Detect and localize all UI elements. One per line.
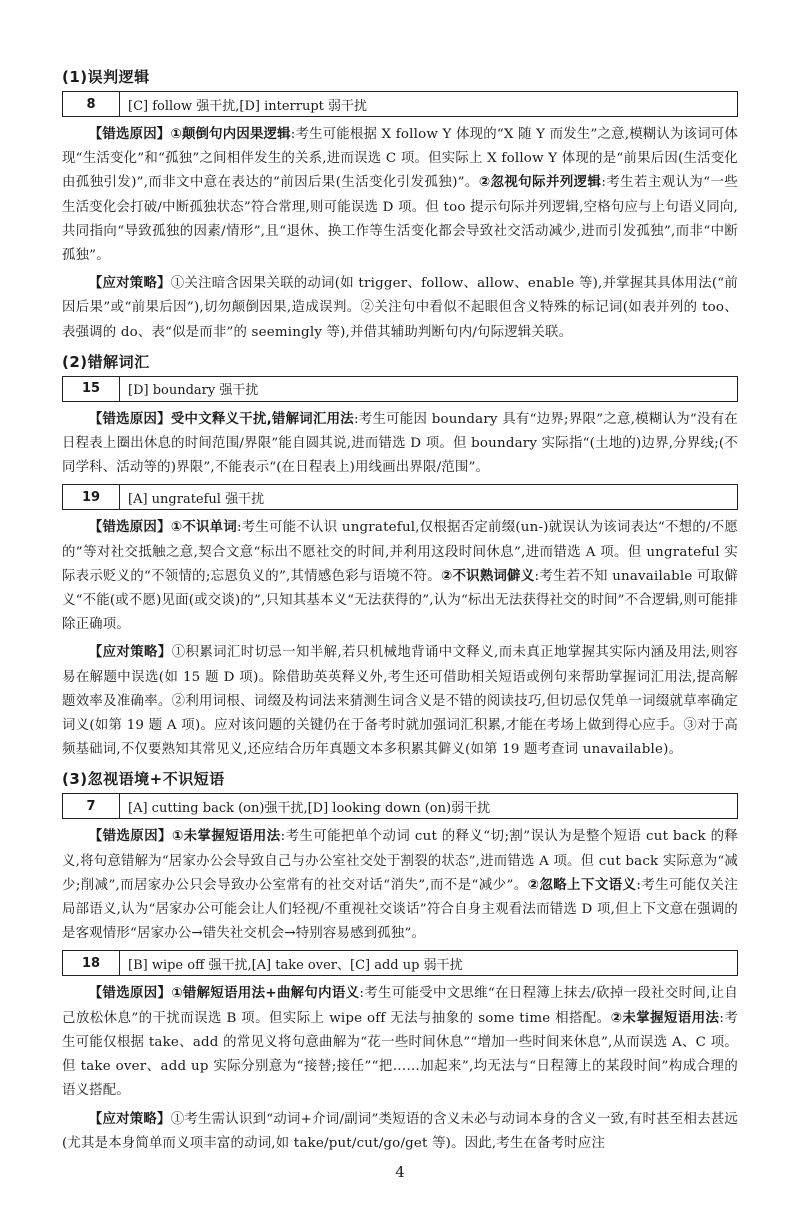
subhead: ①错解短语用法+曲解句内语义 <box>171 986 360 1002</box>
subhead: ①不识单词 <box>170 520 237 536</box>
question-box-15 <box>62 376 738 402</box>
question-number: 8 <box>63 92 120 116</box>
text: :考生可能仅关注局部语义,认为“居家办公可能会让人们轻视/不重视社交谈话”符合自身主观看法而错选 D 项,但上下文意在强调的是客观情形“居家办公→错失社交机会→特别容易感到孤独”。 <box>62 877 738 942</box>
text: :考生若主观认为“一些生活变化会打破/中断孤独状态”符合常理,则可能误选 D 项。但 too 提示句际并列逻辑,空格句应与上句语义同向,共同指向“导致孤独的因素/情形”,且“退休、换工作等生活变化都会导致社交活动减少,进而引发孤独”,而非“中断孤独”。 <box>62 175 739 264</box>
paragraph-strategy-2 <box>62 641 738 762</box>
page-number: 4 <box>395 1163 405 1181</box>
question-number: 7 <box>63 794 120 818</box>
text: :考生可能受中文思维“在日程簿上抹去/砍掉一段社交时间,让自己放松休息”的干扰而误选 B 项。但实际上 wipe off 无法与抽象的 some time 相搭配。 <box>62 986 739 1026</box>
subhead: ①颠倒句内因果逻辑 <box>170 127 291 142</box>
section-heading-3: (3)忽视语境+不识短语 <box>62 770 225 789</box>
text: :考生可能仅根据 take、add 的常见义将句意曲解为“花一些时间休息”“增加一些时间来休息”,从而误选 A、C 项。但 take over、add up 实际分别意为“接替;接任”“把……加起来”,均无法与“日程簿上的某段时间”构成合理的语义搭配。 <box>62 1010 738 1099</box>
label: 【应对策略】 <box>88 276 171 292</box>
question-distractors: [A] ungrateful 强干扰 <box>128 491 265 507</box>
text: :考生可能根据 X follow Y 体现的“X 随 Y 而发生”之意,模糊认为该词可体现“生活变化”和“孤独”之间相伴发生的关系,进而误选 C 项。但实际上 X follow Y 体现的是“前果后因(生活变化由孤独引发)”,而非文中意在表达的“前因后果(生活变化引发孤独)”。 <box>62 127 738 191</box>
question-number: 19 <box>63 485 120 509</box>
text: :考生可能因 boundary 具有“边界;界限”之意,模糊认为“没有在日程表上圈出休息的时间范围/界限”能自圆其说,进而错选 D 项。但 boundary 实际指“(土地的)边界,分界线;(不同学科、活动等的)界限”,不能表示“(在日程表上)用线画出界限/范围”。 <box>62 411 738 476</box>
paragraph-error-reason-18 <box>62 982 738 1103</box>
subhead: ②不识熟词僻义 <box>440 568 535 584</box>
question-distractors: [A] cutting back (on)强干扰,[D] looking down (on)弱干扰 <box>128 800 491 816</box>
text: ①积累词汇时切忌一知半解,若只机械地背诵中文释义,而未真正地掌握其实际内涵及用法,则容易在解题中误选(如 15 题 D 项)。除借助英英释义外,考生还可借助相关短语或例句来帮助掌握词汇用法,提高解题效率及准确率。②利用词根、词缀及构词法来猜测生词含义是不错的阅读技巧,但切忌仅凭单一词缀就草率确定词义(如第 19 题 A 项)。应对该问题的关键仍在于备考时就加强词汇积累,才能在考场上做到得心应手。③对于高频基础词,不仅要熟知其常见义,还应结合历年真题文本多积累其僻义(如第 19 题考查词 unavailable)。 <box>62 645 739 758</box>
label: 【应对策略】 <box>88 1111 171 1127</box>
question-number: 15 <box>63 377 120 401</box>
paragraph-strategy-3 <box>62 1108 738 1156</box>
subhead: ②忽略上下文语义 <box>527 877 637 893</box>
paragraph-error-reason-7 <box>62 825 738 946</box>
paragraph-error-reason-19 <box>62 516 738 637</box>
label: 【错选原因】 <box>88 829 172 845</box>
question-box-7 <box>62 793 738 819</box>
paragraph-error-reason-8 <box>62 123 738 268</box>
question-box-19 <box>62 484 738 510</box>
section-heading-1: (1)误判逻辑 <box>62 68 150 86</box>
question-box-8 <box>62 91 738 117</box>
subhead: 受中文释义干扰,错解词汇用法 <box>170 411 354 427</box>
subhead: ②忽视句际并列逻辑 <box>478 175 602 191</box>
subhead: ①未掌握短语用法 <box>171 829 281 845</box>
paragraph-error-reason-15 <box>62 408 738 481</box>
paragraph-strategy-1 <box>62 272 738 345</box>
label: 【错选原因】 <box>88 411 171 427</box>
text: ①关注暗含因果关联的动词(如 trigger、follow、allow、enable 等),并掌握其具体用法(“前因后果”或“前果后因”),切勿颠倒因果,造成误判。②关注句中看似不起眼但含义特殊的标记词(如表并列的 too、表强调的 do、表“似是而非”的 seemingly 等),并借其辅助判断句内/句际逻辑关联。 <box>62 276 739 340</box>
page-content <box>62 66 738 1160</box>
text: :考生若不知 unavailable 可取僻义“不能(或不愿)见面(或交谈)的”,只知其基本义“无法获得的”,认为“标出无法获得社交的时间”不合逻辑,则可能排除正确项。 <box>62 568 738 633</box>
text: :考生可能把单个动词 cut 的释义“切;割”误认为是整个短语 cut back 的释义,将句意错解为“居家办公会导致自己与办公室社交处于割裂的状态”,进而错选 A 项。但 cut back 实际意为“减少;削减”,而居家办公只会导致办公室常有的社交对话“消失”,而不是“减少”。 <box>62 829 739 893</box>
question-distractors: [C] follow 强干扰,[D] interrupt 弱干扰 <box>128 98 368 114</box>
question-number: 18 <box>63 951 120 975</box>
subhead: ②未掌握短语用法 <box>610 1010 720 1026</box>
label: 【错选原因】 <box>88 986 172 1002</box>
label: 【应对策略】 <box>88 645 172 661</box>
text: ①考生需认识到“动词+介词/副词”类短语的含义未必与动词本身的含义一致,有时甚至相去甚远(尤其是本身简单而义项丰富的动词,如 take/put/cut/go/get 等)。因此,考生在备考时应注 <box>62 1111 738 1151</box>
section-heading-2: (2)错解词汇 <box>62 352 150 371</box>
label: 【错选原因】 <box>88 127 171 142</box>
text: :考生可能不认识 ungrateful,仅根据否定前缀(un-)就误认为该词表达“不想的/不愿的”等对社交抵触之意,契合文意“标出不愿社交的时间,并利用这段时间休息”,进而错选 A 项。但 ungrateful 实际表示贬义的“不领情的;忘恩负义的”,其情感色彩与语境不符。 <box>62 520 739 584</box>
question-distractors: [D] boundary 强干扰 <box>128 383 259 399</box>
question-distractors: [B] wipe off 强干扰,[A] take over、[C] add up 弱干扰 <box>128 957 463 973</box>
label: 【错选原因】 <box>88 520 171 536</box>
question-box-18 <box>62 950 738 976</box>
